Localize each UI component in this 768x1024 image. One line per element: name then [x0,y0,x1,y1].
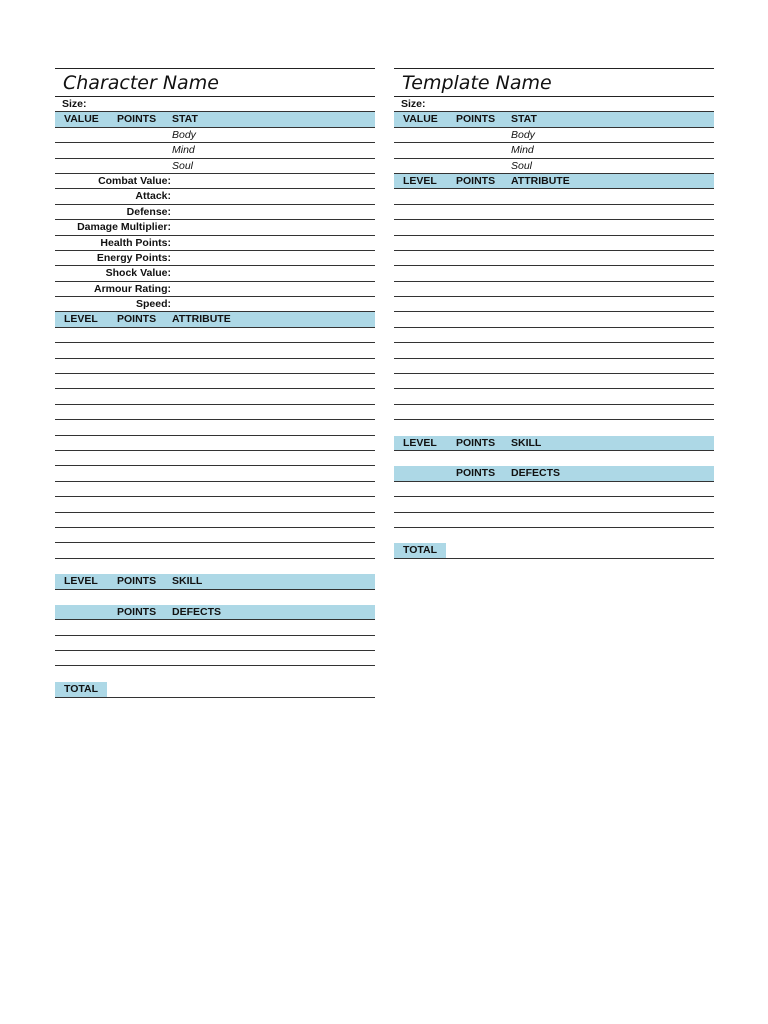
attribute-entry-row[interactable] [394,389,714,404]
defects-header-row [394,466,714,481]
attribute-header: ATTRIBUTE [511,174,570,187]
attribute-entry-row[interactable] [55,528,375,543]
level-header: LEVEL [64,575,98,588]
stat-row-body[interactable] [394,128,714,143]
attribute-entry-row[interactable] [55,374,375,389]
attribute-entry-row[interactable] [55,359,375,374]
attribute-entry-row[interactable] [55,513,375,528]
skill-entry-row[interactable] [394,451,714,466]
derived-row-damage-multiplier[interactable] [55,220,375,235]
derived-label: Speed: [135,298,171,311]
defect-entry-row[interactable] [394,513,714,528]
defect-entry-row[interactable] [55,651,375,666]
attribute-entry-row[interactable] [55,328,375,343]
character-sheet [55,68,375,698]
stat-row-body[interactable] [55,128,375,143]
points-header: POINTS [456,467,496,480]
stat-label: Mind [511,144,534,157]
attribute-header-row [55,312,375,327]
size-label: Size: [401,98,426,110]
total-row[interactable] [55,682,375,698]
stat-label: Mind [172,144,195,157]
derived-row-armour-rating[interactable] [55,282,375,297]
defect-entry-row[interactable] [55,620,375,635]
derived-label: Attack: [135,190,171,203]
points-header: POINTS [456,113,496,126]
total-label: TOTAL [394,543,446,558]
defect-entry-row[interactable] [55,636,375,651]
derived-row-speed[interactable] [55,297,375,312]
total-row[interactable] [394,543,714,559]
value-header: VALUE [403,113,438,126]
stat-row-mind[interactable] [55,143,375,158]
stat-row-soul[interactable] [55,159,375,174]
stat-label: Body [511,128,535,141]
attribute-entry-row[interactable] [55,343,375,358]
derived-label: Damage Multiplier: [77,221,171,234]
size-row[interactable] [394,97,714,112]
attribute-entry-row[interactable] [55,466,375,481]
size-row[interactable] [55,97,375,112]
stat-header: STAT [511,113,537,126]
points-header: POINTS [117,605,157,618]
skill-header: SKILL [172,575,203,588]
attribute-entry-row[interactable] [394,359,714,374]
stat-label: Soul [511,159,533,172]
derived-label: Armour Rating: [94,282,171,295]
total-label: TOTAL [55,682,107,697]
attribute-entry-row[interactable] [394,405,714,420]
attribute-entry-row[interactable] [394,297,714,312]
attribute-header: ATTRIBUTE [172,313,231,326]
attribute-entry-row[interactable] [55,436,375,451]
stat-label: Body [172,128,196,141]
template-name-title[interactable]: Template Name [394,68,714,97]
defect-entry-row[interactable] [394,482,714,497]
defects-header: DEFECTS [511,467,561,480]
points-header: POINTS [456,174,496,187]
attribute-entry-row[interactable] [55,543,375,558]
derived-label: Health Points: [100,236,171,249]
points-header: POINTS [117,575,157,588]
attribute-entry-row[interactable] [394,205,714,220]
attribute-entry-row[interactable] [394,236,714,251]
derived-row-health-points[interactable] [55,236,375,251]
derived-row-shock-value[interactable] [55,266,375,281]
defect-entry-row[interactable] [394,497,714,512]
attribute-entry-row[interactable] [394,312,714,327]
stat-row-soul[interactable] [394,159,714,174]
stat-header-row [55,112,375,127]
derived-label: Defense: [126,205,171,218]
attribute-entry-row[interactable] [55,420,375,435]
attribute-entry-row[interactable] [394,328,714,343]
level-header: LEVEL [403,174,437,187]
defects-header-row [55,605,375,620]
skill-entry-row[interactable] [55,590,375,605]
attribute-entry-row[interactable] [394,189,714,204]
skill-header-row [394,436,714,451]
attribute-entry-row[interactable] [394,251,714,266]
attribute-entry-row[interactable] [55,497,375,512]
derived-label: Energy Points: [96,251,171,264]
level-header: LEVEL [403,436,437,449]
derived-row-energy-points[interactable] [55,251,375,266]
template-sheet [394,68,714,559]
derived-row-attack[interactable] [55,189,375,204]
defects-header: DEFECTS [172,605,222,618]
attribute-entry-row[interactable] [394,374,714,389]
stat-header-row [394,112,714,127]
derived-row-defense[interactable] [55,205,375,220]
spacer [394,528,714,543]
stat-header: STAT [172,113,198,126]
derived-row-combat-value[interactable] [55,174,375,189]
spacer [55,666,375,681]
skill-header-row [55,574,375,589]
points-header: POINTS [117,113,157,126]
derived-label: Shock Value: [105,267,171,280]
level-header: LEVEL [64,313,98,326]
size-label: Size: [62,98,87,110]
attribute-entry-row[interactable] [394,220,714,235]
stat-row-mind[interactable] [394,143,714,158]
skill-header: SKILL [511,436,542,449]
attribute-entry-row[interactable] [394,343,714,358]
attribute-entry-row[interactable] [394,282,714,297]
character-name-title[interactable]: Character Name [55,68,375,97]
attribute-entry-row[interactable] [55,389,375,404]
attribute-entry-row[interactable] [55,405,375,420]
points-header: POINTS [117,313,157,326]
spacer [55,559,375,574]
value-header: VALUE [64,113,99,126]
stat-label: Soul [172,159,194,172]
attribute-entry-row[interactable] [394,266,714,281]
spacer [394,420,714,435]
attribute-entry-row[interactable] [55,482,375,497]
attribute-header-row [394,174,714,189]
derived-label: Combat Value: [98,174,171,187]
attribute-entry-row[interactable] [55,451,375,466]
points-header: POINTS [456,436,496,449]
